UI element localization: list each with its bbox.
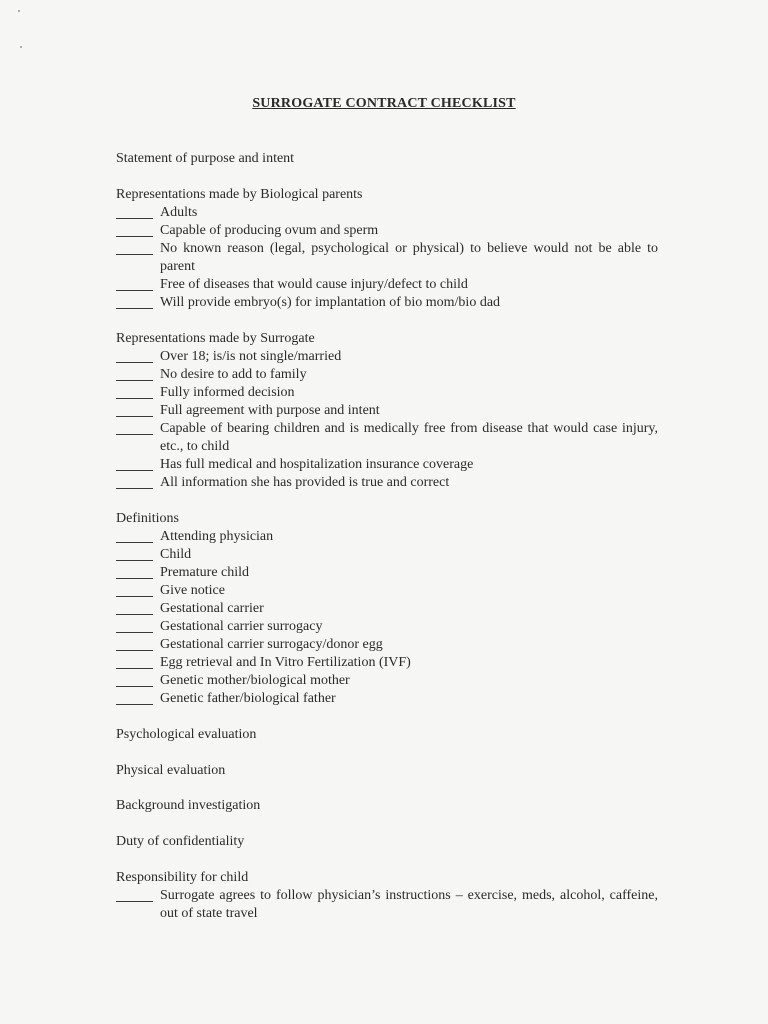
item-text: Premature child [160, 565, 250, 580]
item-text: Surrogate agrees to follow physician’s instructions – exercise, meds, alcohol, caffeine, out of state travel [160, 888, 658, 921]
item-text: Gestational carrier surrogacy/donor egg [160, 637, 383, 652]
check-blank[interactable] [116, 236, 153, 237]
section-bio-parents-heading: Representations made by Biological parents [116, 187, 363, 202]
item-text: Will provide embryo(s) for implantation of bio mom/bio dad [160, 295, 501, 310]
item-text: Capable of bearing children and is medically free from disease that would case injury, etc., to child [160, 421, 658, 454]
check-blank[interactable] [116, 596, 153, 597]
item-text: Over 18; is/is not single/married [160, 349, 342, 364]
section-background: Background investigation [116, 798, 261, 813]
section-responsibility-heading: Responsibility for child [116, 870, 249, 885]
item-text: Gestational carrier [160, 601, 264, 616]
item-text: Child [160, 547, 192, 562]
section-surrogate-heading: Representations made by Surrogate [116, 331, 315, 346]
item-text: Full agreement with purpose and intent [160, 403, 380, 418]
check-blank[interactable] [116, 632, 153, 633]
item-text: Egg retrieval and In Vitro Fertilization (IVF) [160, 655, 411, 670]
item-text: Free of diseases that would cause injury/defect to child [160, 277, 468, 292]
section-physical: Physical evaluation [116, 763, 226, 778]
check-blank[interactable] [116, 578, 153, 579]
check-blank[interactable] [116, 488, 153, 489]
check-blank[interactable] [116, 686, 153, 687]
item-text: Genetic mother/biological mother [160, 673, 350, 688]
scan-speck [18, 10, 20, 12]
item-text: No desire to add to family [160, 367, 307, 382]
check-blank[interactable] [116, 290, 153, 291]
check-blank[interactable] [116, 704, 153, 705]
item-text: Has full medical and hospitalization insurance coverage [160, 457, 474, 472]
check-blank[interactable] [116, 901, 153, 902]
item-text: Adults [160, 205, 198, 220]
item-text: Give notice [160, 583, 225, 598]
item-text: Genetic father/biological father [160, 691, 336, 706]
check-blank[interactable] [116, 308, 153, 309]
check-blank[interactable] [116, 470, 153, 471]
check-blank[interactable] [116, 254, 153, 255]
check-blank[interactable] [116, 560, 153, 561]
section-psych: Psychological evaluation [116, 727, 257, 742]
scan-speck [20, 46, 22, 48]
section-definitions-heading: Definitions [116, 511, 179, 526]
item-text: Fully informed decision [160, 385, 295, 400]
check-blank[interactable] [116, 362, 153, 363]
check-blank[interactable] [116, 614, 153, 615]
check-blank[interactable] [116, 380, 153, 381]
item-text: Attending physician [160, 529, 274, 544]
item-text: Capable of producing ovum and sperm [160, 223, 379, 238]
item-text: All information she has provided is true and correct [160, 475, 450, 490]
document-title: SURROGATE CONTRACT CHECKLIST [252, 96, 516, 111]
check-blank[interactable] [116, 218, 153, 219]
check-blank[interactable] [116, 398, 153, 399]
check-blank[interactable] [116, 542, 153, 543]
section-confidentiality: Duty of confidentiality [116, 834, 245, 849]
section-purpose: Statement of purpose and intent [116, 151, 295, 166]
check-blank[interactable] [116, 434, 153, 435]
item-text: Gestational carrier surrogacy [160, 619, 323, 634]
check-blank[interactable] [116, 650, 153, 651]
check-blank[interactable] [116, 416, 153, 417]
check-blank[interactable] [116, 668, 153, 669]
item-text: No known reason (legal, psychological or physical) to believe would not be able to parent [160, 241, 658, 274]
